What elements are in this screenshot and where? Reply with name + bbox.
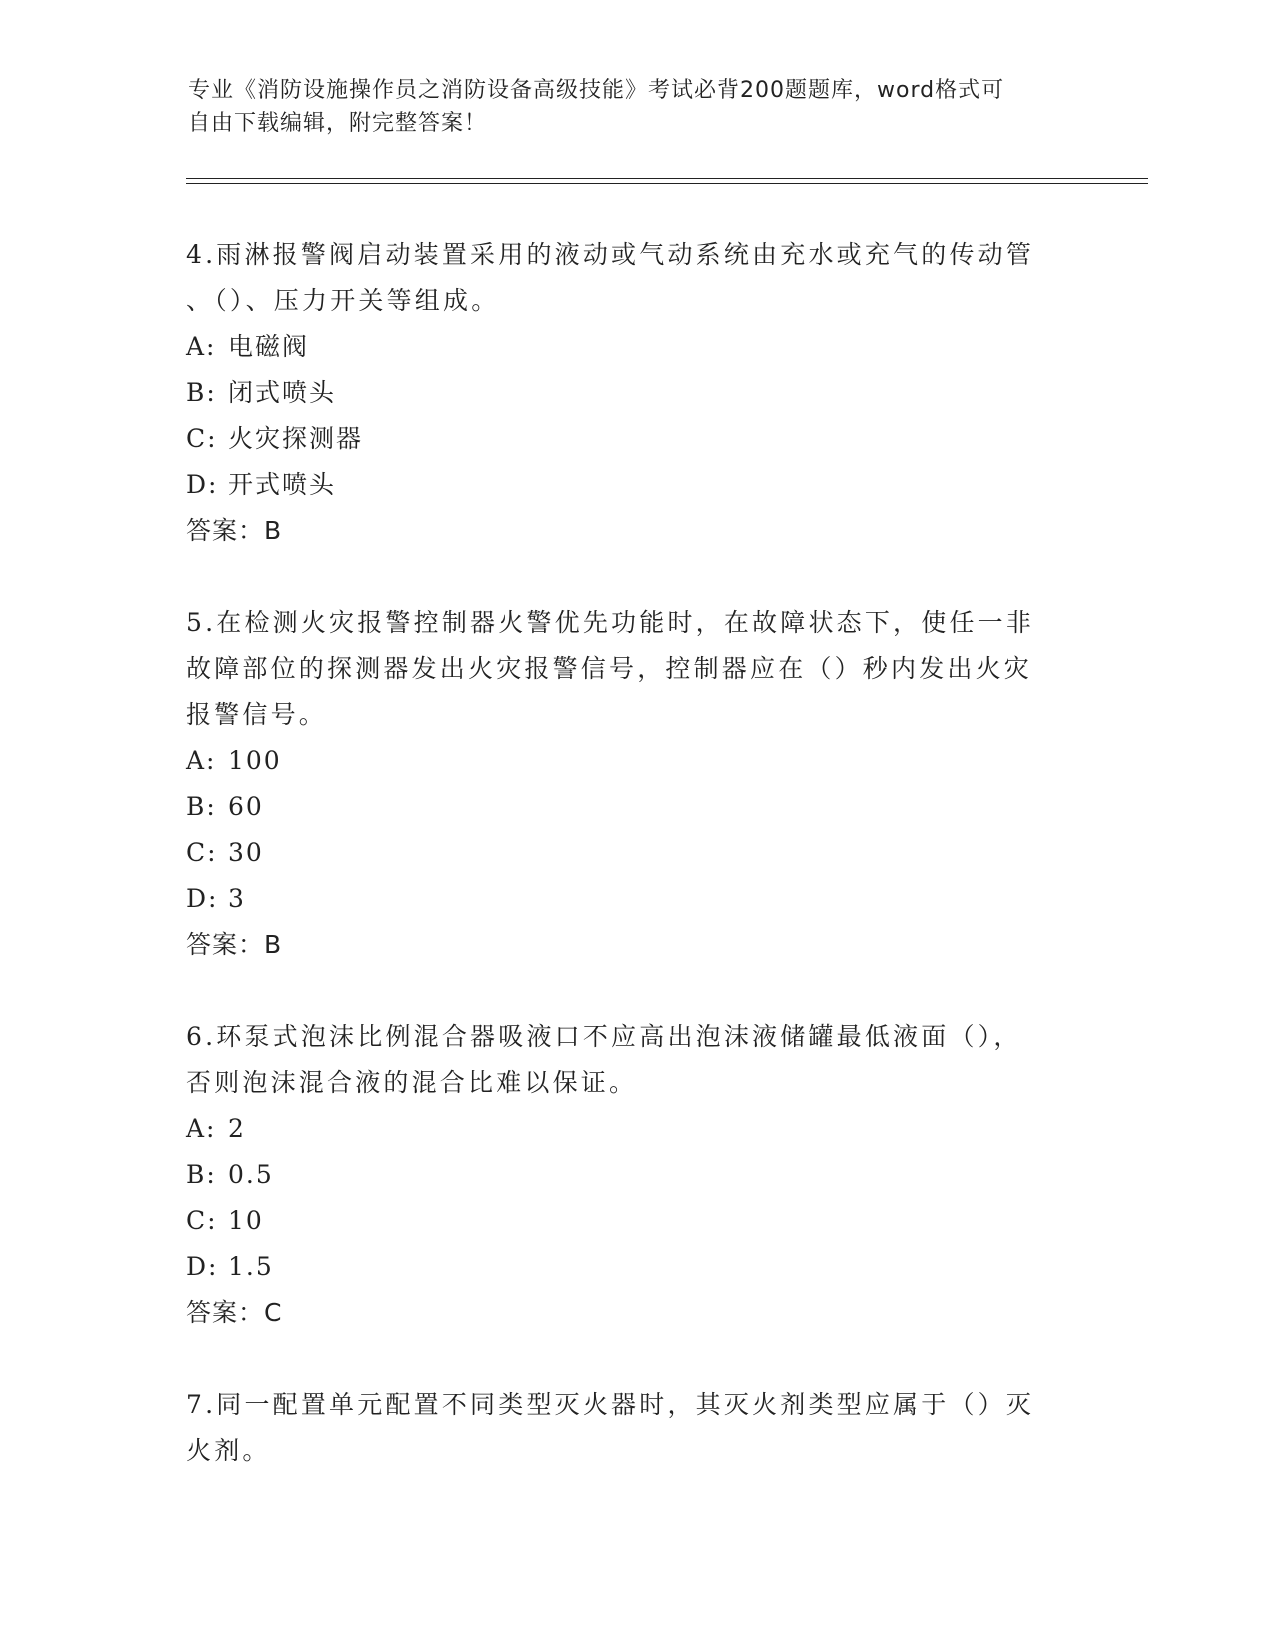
question-stem-line: 否则泡沫混合液的混合比难以保证。	[186, 1068, 638, 1097]
question-stem-line: 报警信号。	[186, 700, 328, 729]
option-d	[186, 1244, 1066, 1290]
option-letter: D:	[186, 884, 219, 913]
question-stem-line: 5.在检测火灾报警控制器火警优先功能时，在故障状态下，使任一非	[186, 608, 1035, 637]
question-stem-line: 故障部位的探测器发出火灾报警信号，控制器应在（）秒内发出火灾	[186, 654, 1033, 683]
spacer	[186, 1336, 1066, 1382]
header-divider-top	[186, 178, 1148, 179]
option-letter: A:	[186, 332, 217, 361]
option-d	[186, 462, 1066, 508]
header-line-2: 自由下载编辑，附完整答案！	[188, 111, 488, 136]
option-letter: A:	[186, 1114, 217, 1143]
option-text: 0.5	[228, 1160, 274, 1189]
option-letter: C:	[186, 424, 218, 453]
option-text: 30	[228, 838, 264, 867]
answer-label: 答案：C	[186, 1298, 283, 1327]
option-letter: C:	[186, 1206, 218, 1235]
header-line-1: 专业《消防设施操作员之消防设备高级技能》考试必背200题题库，word格式可	[188, 78, 1005, 103]
header-divider-bottom	[186, 183, 1148, 184]
option-a	[186, 738, 1066, 784]
option-text: 开式喷头	[228, 470, 337, 499]
option-b	[186, 1152, 1066, 1198]
option-b	[186, 370, 1066, 416]
question-7	[186, 1382, 1066, 1474]
answer-label: 答案：B	[186, 516, 283, 545]
spacer	[186, 968, 1066, 1014]
option-letter: C:	[186, 838, 218, 867]
option-letter: D:	[186, 470, 219, 499]
option-text: 电磁阀	[228, 332, 310, 361]
spacer	[186, 554, 1066, 600]
option-a	[186, 324, 1066, 370]
option-text: 3	[228, 884, 246, 913]
option-letter: D:	[186, 1252, 219, 1281]
option-d	[186, 876, 1066, 922]
question-stem-line: 4.雨淋报警阀启动装置采用的液动或气动系统由充水或充气的传动管	[186, 240, 1035, 269]
question-stem-line: 、（）、压力开关等组成。	[186, 286, 500, 315]
option-letter: B:	[186, 378, 217, 407]
question-stem-line: 6.环泵式泡沫比例混合器吸液口不应高出泡沫液储罐最低液面（），	[186, 1022, 1022, 1051]
question-4	[186, 232, 1066, 554]
option-c	[186, 1198, 1066, 1244]
document-header	[188, 74, 1068, 140]
option-c	[186, 830, 1066, 876]
option-text: 火灾探测器	[228, 424, 364, 453]
question-list	[186, 232, 1066, 1474]
option-text: 1.5	[228, 1252, 274, 1281]
option-letter: A:	[186, 746, 217, 775]
question-stem-line: 火剂。	[186, 1436, 271, 1465]
option-letter: B:	[186, 792, 217, 821]
option-letter: B:	[186, 1160, 217, 1189]
option-a	[186, 1106, 1066, 1152]
option-text: 2	[228, 1114, 246, 1143]
question-6	[186, 1014, 1066, 1336]
option-text: 100	[228, 746, 282, 775]
answer-label: 答案：B	[186, 930, 283, 959]
option-c	[186, 416, 1066, 462]
option-text: 10	[228, 1206, 264, 1235]
question-stem-line: 7.同一配置单元配置不同类型灭火器时，其灭火剂类型应属于（）灭	[186, 1390, 1035, 1419]
option-text: 闭式喷头	[228, 378, 337, 407]
option-text: 60	[228, 792, 264, 821]
question-5	[186, 600, 1066, 968]
option-b	[186, 784, 1066, 830]
